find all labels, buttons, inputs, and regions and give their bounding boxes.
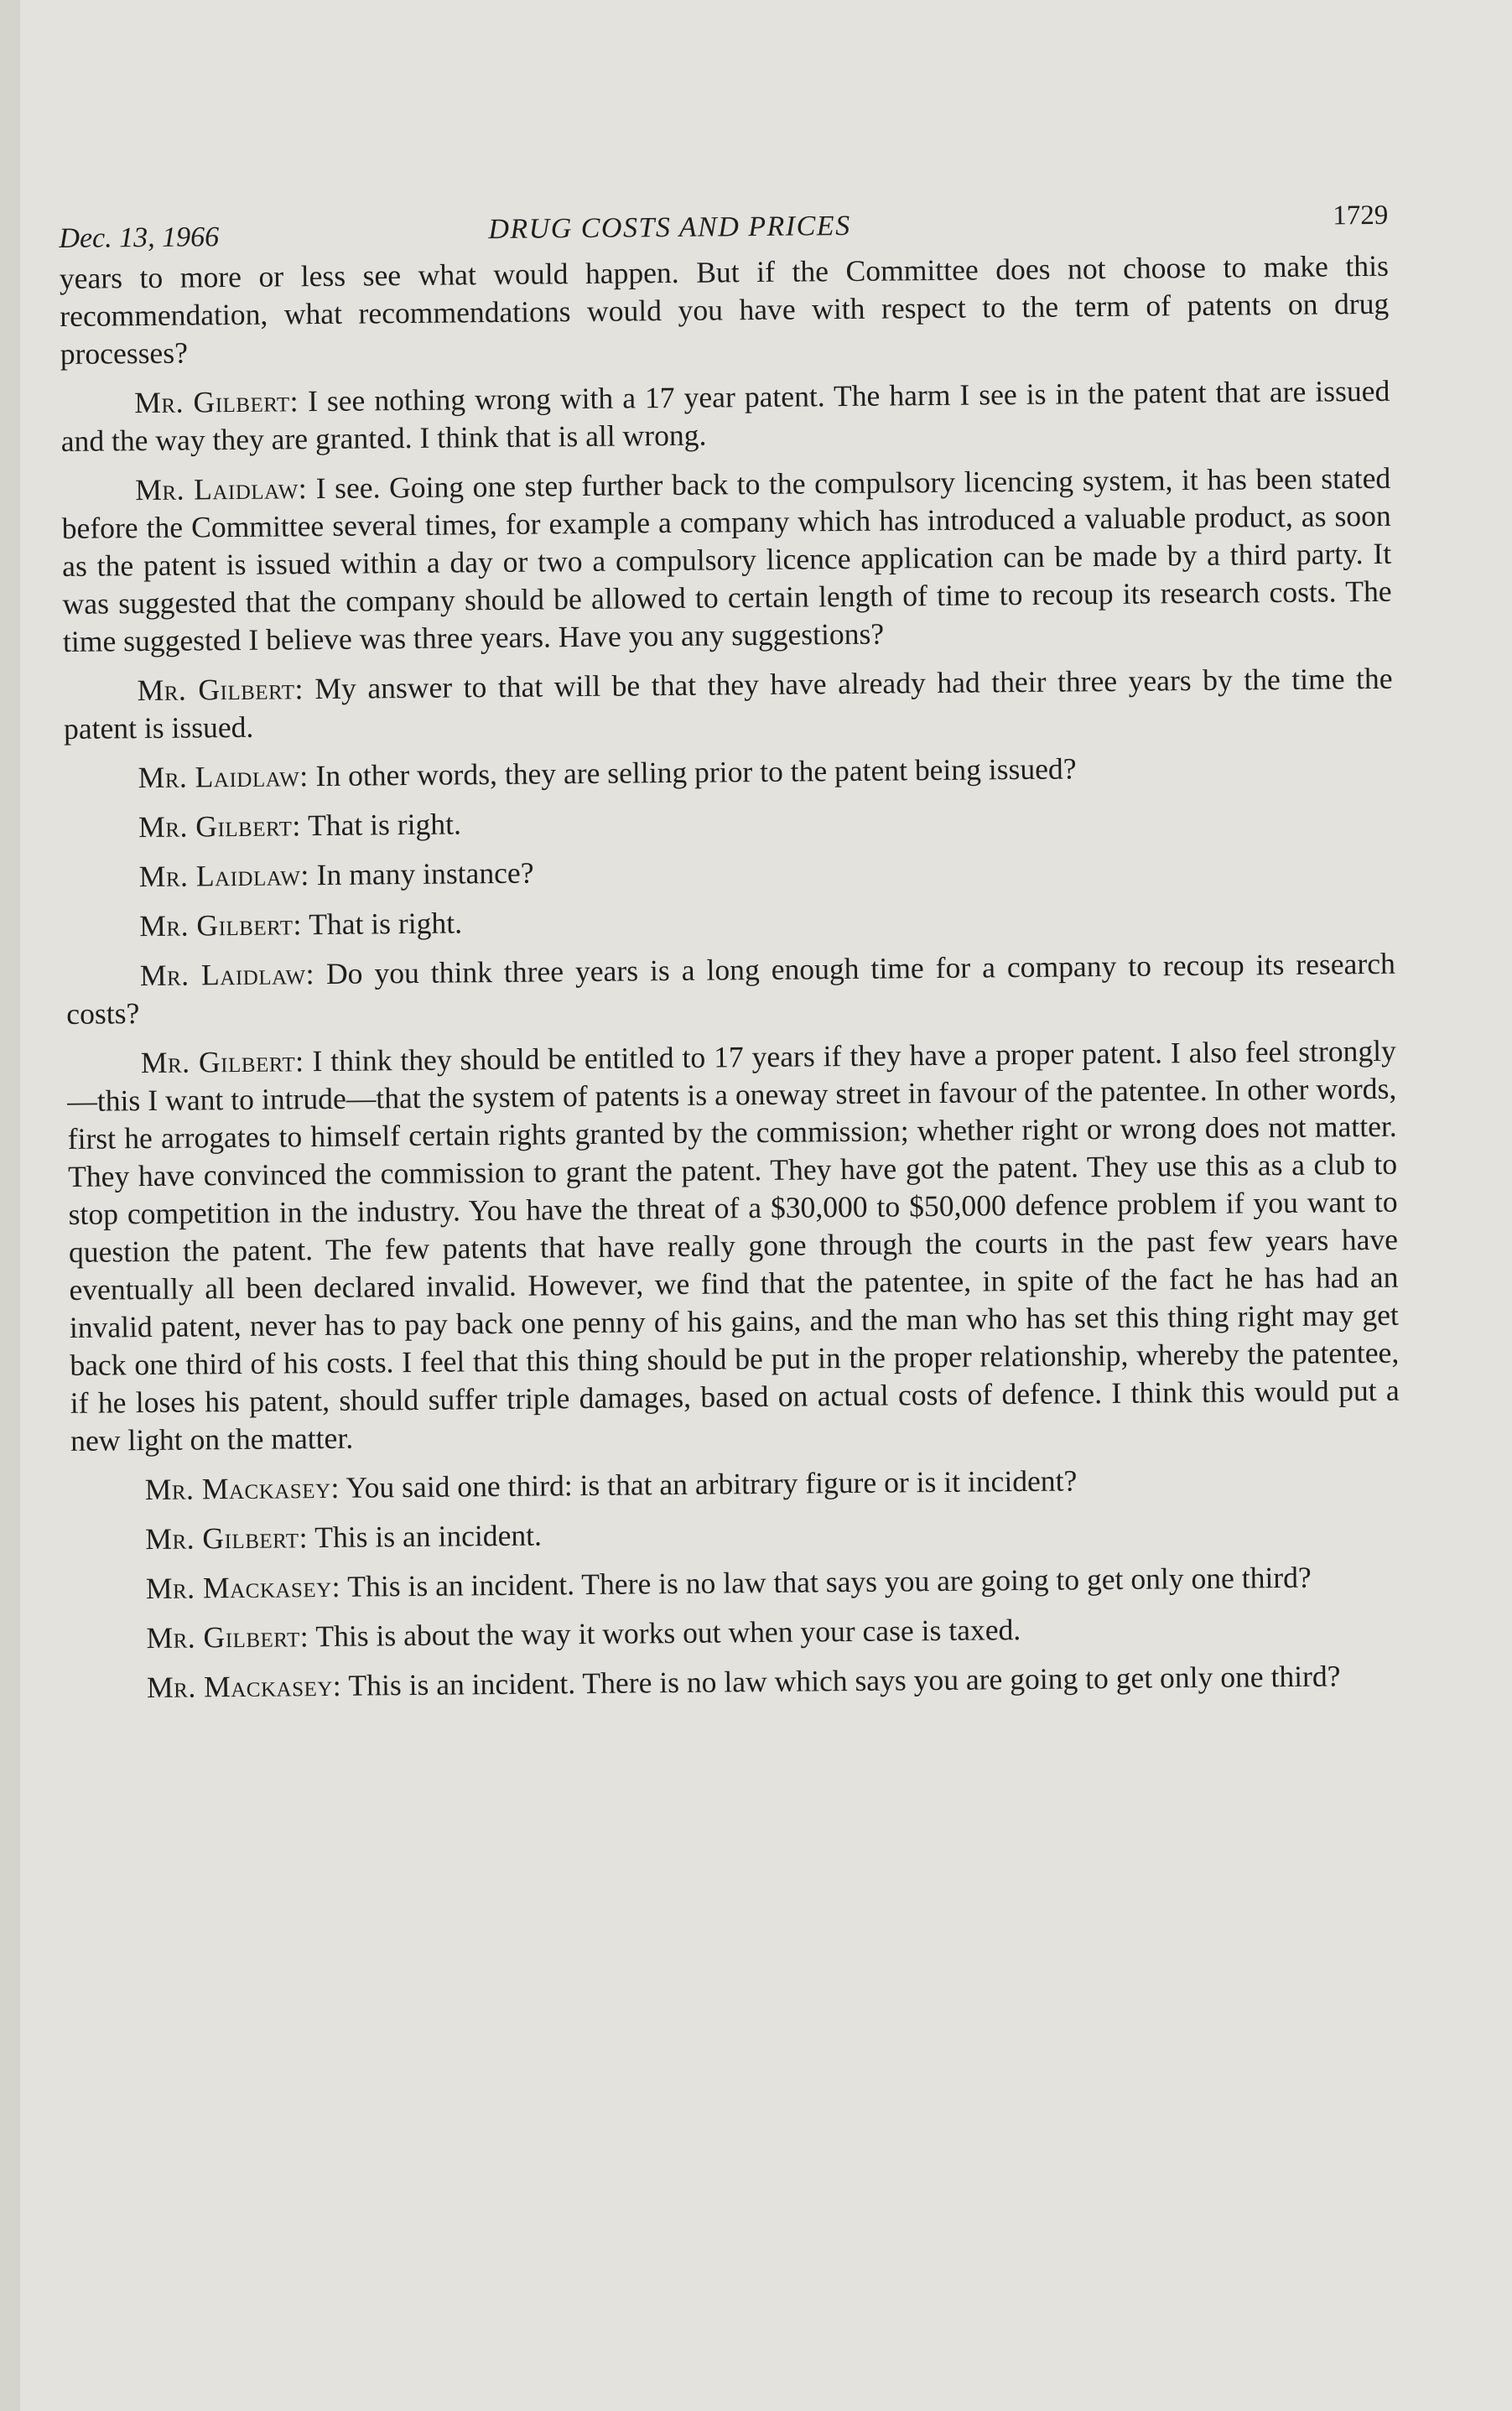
speaker-name: Mr. Mackasey: xyxy=(144,1470,340,1507)
paragraph-text: years to more or less see what would happen. But if the Committee does not choose to make this recommendation, what recommendations would you have with respect to the term of patents on drug processes? xyxy=(59,248,1390,371)
paragraph xyxy=(65,846,1395,896)
paragraph-text: This is an incident. There is no law which says you are going to get only one third? xyxy=(341,1659,1341,1702)
speaker-name: Mr. Mackasey: xyxy=(146,1668,342,1705)
speaker-name: Mr. Gilbert: xyxy=(134,384,299,420)
header-title: DRUG COSTS AND PRICES xyxy=(488,210,851,246)
speaker-name: Mr. Mackasey: xyxy=(145,1569,341,1606)
paragraph-text: That is right. xyxy=(300,807,462,843)
paragraph-text: You said one third: is that an arbitrary figure or is it incident? xyxy=(339,1463,1078,1504)
speaker-name: Mr. Gilbert: xyxy=(146,1619,309,1655)
paragraph-text: This is about the way it works out when your case is taxed. xyxy=(308,1613,1021,1654)
paragraph-text: I see. Going one step further back to the compulsory licencing system, it has been stated before the Committee several times, for example a company which has introduced a valuable product, as soon as the patent is issued within a day or two a compulsory licence application can be made by a third party. It was suggested that the company should be allowed to certain length of time to recoup its research costs. The time suggested I believe was three years. Have you any suggestions? xyxy=(61,460,1392,658)
paragraph-text: In many instance? xyxy=(309,855,534,892)
paragraph xyxy=(61,460,1392,661)
paragraph-text: I see nothing wrong with a 17 year patent. The harm I see is in the patent that are issued and the way they are granted. I think that is all wrong. xyxy=(60,373,1390,458)
paragraph xyxy=(71,1459,1400,1509)
paragraph xyxy=(64,747,1393,798)
paragraph xyxy=(72,1608,1401,1658)
paragraph-text: My answer to that will be that they have already had their three years by the time the patent is issued. xyxy=(63,661,1393,746)
paragraph xyxy=(72,1558,1401,1608)
speaker-name: Mr. Gilbert: xyxy=(138,808,302,844)
speaker-name: Mr. Gilbert: xyxy=(140,1044,304,1080)
speaker-name: Mr. Laidlaw: xyxy=(139,957,315,993)
paragraph xyxy=(65,797,1394,847)
paragraph-text: That is right. xyxy=(301,906,463,942)
paragraph-text: I think they should be entitled to 17 years if they have a proper patent. I also feel strongly—this I want to intrude—that the system of patents is a oneway street in favour of the patentee. In other words, first he arrogates to himself certain rights granted by the commission; whether right or wrong does not matter. They have convinced the commission to grant the patent. They have got the patent. They use this as a club to stop competition in the industry. You have the threat of a $30,000 to $50,000 defence problem if you want to question the patent. The few patents that have really gone through the courts in the past few years have eventually all been declared invalid. However, we find that the patentee, in spite of the fact he has had an invalid patent, never has to pay back one penny of his gains, and the man who has set this thing right may get back one third of his costs. I feel that this thing should be put in the proper relationship, whereby the patentee, if he loses his patent, should suffer triple damages, based on actual costs of defence. I think this would put a new light on the matter. xyxy=(67,1033,1400,1458)
running-head xyxy=(59,189,1389,252)
speaker-name: Mr. Laidlaw: xyxy=(138,759,309,795)
paragraph xyxy=(71,1509,1400,1559)
paragraph xyxy=(60,247,1390,373)
speaker-name: Mr. Gilbert: xyxy=(137,672,304,708)
header-date: Dec. 13, 1966 xyxy=(59,221,220,254)
paragraph xyxy=(73,1657,1402,1707)
paragraph xyxy=(63,660,1393,748)
paragraph-text: This is an incident. xyxy=(307,1518,543,1555)
paragraph-text: This is an incident. There is no law that says you are going to get only one third? xyxy=(340,1560,1312,1603)
paragraph-text: In other words, they are selling prior to the patent being issued? xyxy=(308,751,1077,793)
paragraph xyxy=(67,1032,1400,1460)
paragraph xyxy=(65,896,1395,946)
paragraph xyxy=(66,945,1396,1033)
speaker-name: Mr. Laidlaw: xyxy=(138,858,309,894)
binding-gutter xyxy=(0,0,20,2411)
speaker-name: Mr. Laidlaw: xyxy=(135,471,308,507)
paragraph-text: Do you think three years is a long enough time for a company to recoup its research costs? xyxy=(66,946,1395,1031)
speaker-name: Mr. Gilbert: xyxy=(145,1520,309,1556)
page-number: 1729 xyxy=(1333,200,1389,231)
speaker-name: Mr. Gilbert: xyxy=(139,907,303,943)
paragraph xyxy=(60,372,1390,460)
page-content xyxy=(59,189,1402,1719)
